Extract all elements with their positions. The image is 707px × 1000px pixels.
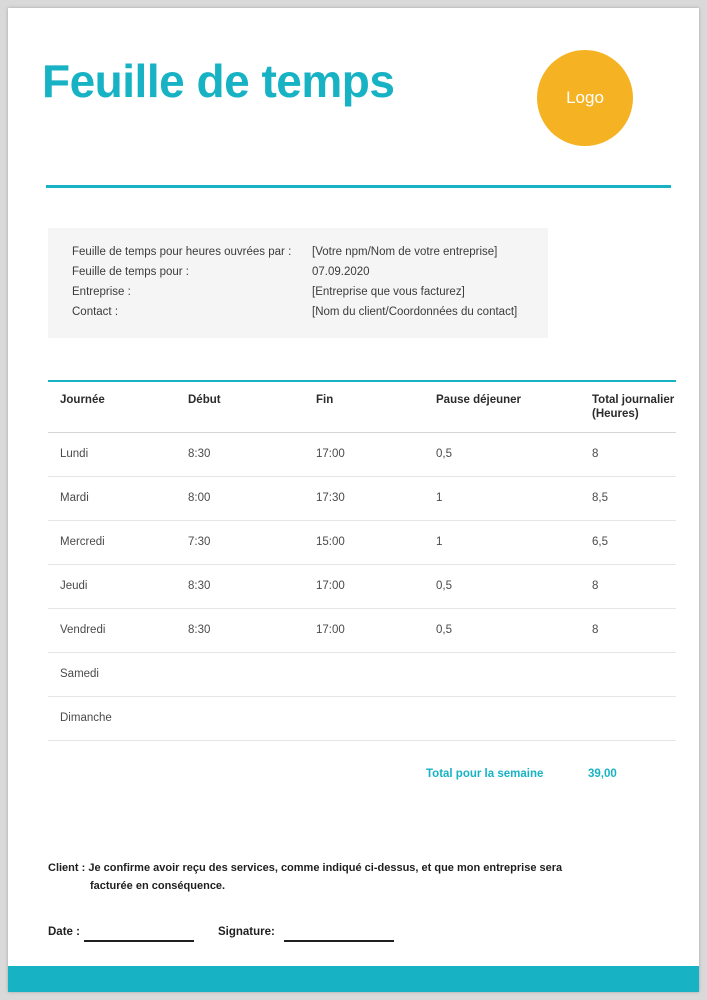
column-header-lunch: Pause déjeuner [424,382,580,432]
cell-day: Dimanche [48,696,176,740]
cell-start [176,652,304,696]
cell-total [580,696,676,740]
cell-total: 6,5 [580,520,676,564]
column-header-daily-total-line1: Total journalier [592,394,675,406]
table-row [48,608,676,652]
footer-bar [8,966,699,992]
cell-total: 8 [580,564,676,608]
cell-day: Jeudi [48,564,176,608]
cell-start: 7:30 [176,520,304,564]
cell-day: Samedi [48,652,176,696]
cell-end: 17:00 [304,432,424,476]
document-header [42,50,665,150]
table-row [48,564,676,608]
page-title: Feuille de temps [42,55,395,107]
cell-day: Mardi [48,476,176,520]
signature-input-line[interactable] [284,940,394,942]
info-value-worked-by: [Votre npm/Nom de votre entreprise] [312,246,498,258]
cell-end: 17:30 [304,476,424,520]
document-page [8,8,699,992]
timesheet-table-wrapper [48,380,676,741]
cell-start: 8:30 [176,564,304,608]
date-label: Date : [48,926,80,938]
info-label-contact: Contact : [72,306,119,318]
table-row [48,476,676,520]
cell-lunch: 0,5 [424,564,580,608]
info-value-contact: [Nom du client/Coordonnées du contact] [312,306,518,318]
cell-lunch: 0,5 [424,608,580,652]
cell-start: 8:30 [176,432,304,476]
table-row [48,652,676,696]
logo [537,50,633,146]
header-divider [46,185,671,188]
cell-lunch [424,652,580,696]
weekly-total-value: 39,00 [588,768,617,780]
column-header-daily-total-line2: (Heures) [592,408,639,421]
cell-end [304,696,424,740]
cell-day: Mercredi [48,520,176,564]
cell-start: 8:30 [176,608,304,652]
table-row [48,520,676,564]
cell-end: 15:00 [304,520,424,564]
cell-total: 8 [580,432,676,476]
weekly-total-label: Total pour la semaine [426,768,544,780]
cell-start [176,696,304,740]
column-header-end: Fin [304,382,424,432]
cell-total [580,652,676,696]
info-label-worked-by: Feuille de temps pour heures ouvrées par : [72,246,292,258]
info-value-company: [Entreprise que vous facturez] [312,286,465,298]
cell-day: Vendredi [48,608,176,652]
signature-label: Signature: [218,926,275,938]
info-value-period: 07.09.2020 [312,266,370,278]
cell-total: 8 [580,608,676,652]
cell-end: 17:00 [304,564,424,608]
cell-day: Lundi [48,432,176,476]
cell-total: 8,5 [580,476,676,520]
cell-lunch: 0,5 [424,432,580,476]
info-label-company: Entreprise : [72,286,131,298]
cell-lunch: 1 [424,520,580,564]
column-header-start: Début [176,382,304,432]
cell-lunch: 1 [424,476,580,520]
cell-start: 8:00 [176,476,304,520]
cell-lunch [424,696,580,740]
info-box [48,228,548,338]
cell-end [304,652,424,696]
info-label-period: Feuille de temps pour : [72,266,189,278]
table-header-row [48,382,676,432]
date-input-line[interactable] [84,940,194,942]
client-confirmation-note [48,860,628,895]
logo-label: Logo [566,88,604,107]
column-header-day: Journée [48,382,176,432]
client-note-line2: facturée en conséquence. [90,879,226,892]
table-row [48,432,676,476]
column-header-daily-total [580,382,676,432]
cell-end: 17:00 [304,608,424,652]
timesheet-table [48,382,676,741]
table-row [48,696,676,740]
document-content [8,8,699,992]
client-note-line1: Client : Je confirme avoir reçu des services, comme indiqué ci-dessus, et que mon entreprise sera [48,862,563,874]
